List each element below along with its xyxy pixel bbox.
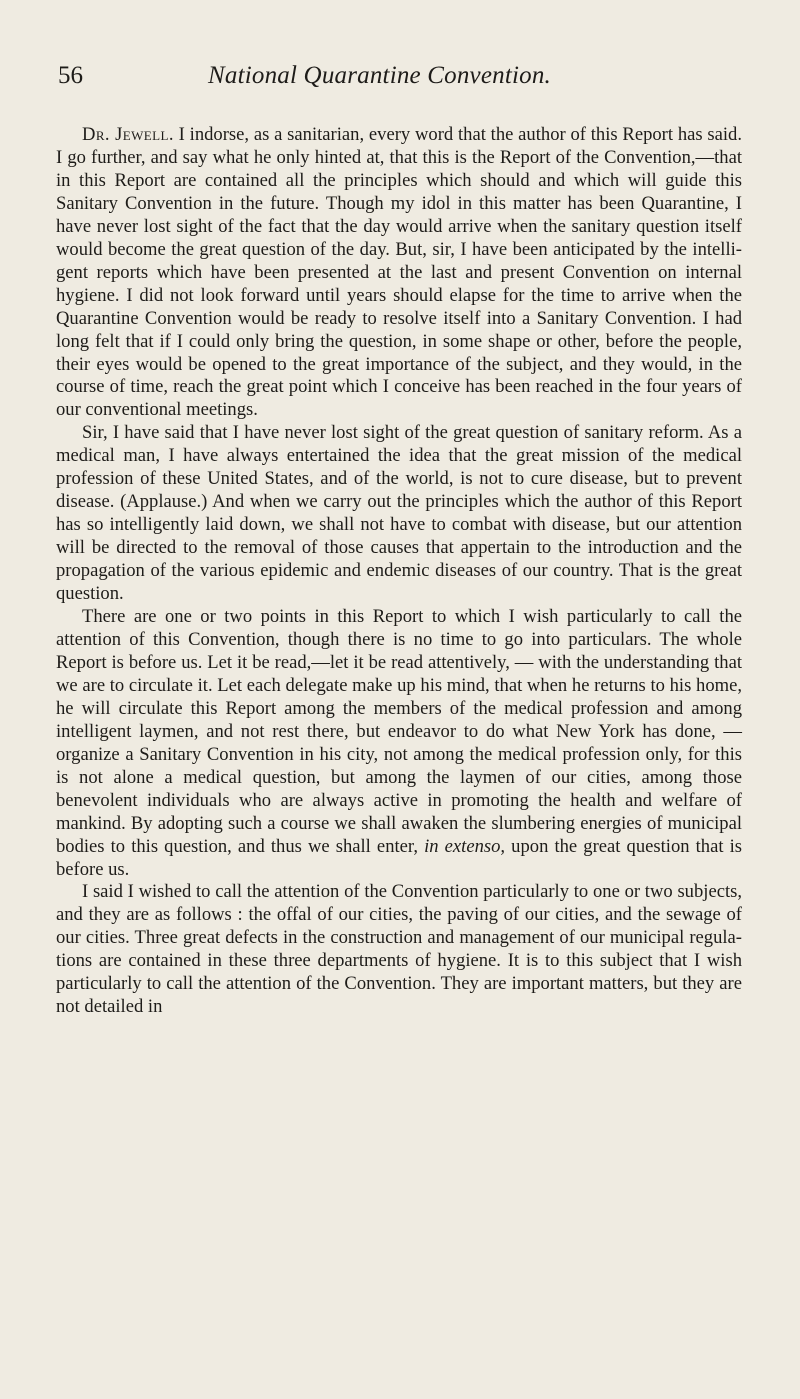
body-text xyxy=(56,124,742,1019)
paragraph-3-text-after: upon the great question that is before us. xyxy=(56,835,743,880)
italic-phrase: in extenso, xyxy=(424,835,506,857)
paragraph-3-text-before: There are one or two points in this Report to which I wish particularly to call the attention of this Convention, though there is no time to go into particulars. The whole Report is before us. Let it be read,—let it be read attentively, — with the understanding that we are to circulate it. Let each delegate make up his mind, that when he returns to his home, he will circulate this Report among the members of the medical profession and among intelligent laymen, and not rest there, but endeavor to do what New York has done, — organize a Sanitary Convention in his city, not among the medical profession only, for this is not alone a medical question, but among the laymen of our cities, among those benevolent individuals who are always active in promoting the health and welfare of mankind. By adopting such a course we shall awaken the slumbering energies of municipal bodies to this question, and thus we shall enter, xyxy=(56,606,742,857)
speaker-name: Dr. Jewell. xyxy=(82,124,174,145)
paragraph-3 xyxy=(56,606,742,881)
paragraph-2: Sir, I have said that I have never lost sight of the great question of sanitary reform. As a medical man, I have always entertained the idea that the great mission of the medical profession of these United States, and of the world, is not to cure disease, but to prevent disease. (Applause.) And when we carry out the principles which the author of this Report has so intelligently laid down, we shall not have to combat with disease, but our attention will be directed to the removal of those causes that appertain to the introduction and the propagation of the various epidemic and endemic diseases of our country. That is the great question. xyxy=(56,422,742,605)
paragraph-1 xyxy=(56,124,742,422)
paragraph-1-text: I indorse, as a sanitarian, every word that the author of this Report has said. I go further, and say what he only hinted at, that this is the Report of the Convention,—that in this Report are contained all the principles which should and which will guide this Sanitary Convention in the future. Though my idol in this matter has been Quarantine, I have never lost sight of the fact that the day would arrive when the sanitary question itself would become the great question of the day. But, sir, I have been anticipated by the intelligent reports which have been presented at the last and present Convention on internal hygiene. I did not look forward until years should elapse for the time to arrive when the Quarantine Convention would be ready to resolve itself into a Sanitary Convention. I had long felt that if I could only bring the question, in some shape or other, before the people, their eyes would be opened to the great importance of the subject, and they would, in the course of time, reach the great point which I conceive has been reached in the four years of our conventional meetings. xyxy=(56,124,743,421)
page-header xyxy=(58,62,748,96)
running-title: National Quarantine Convention. xyxy=(208,62,551,89)
paragraph-4: I said I wished to call the attention of the Convention particularly to one or two subjects, and they are as follows : the offal of our cities, the paving of our cities, and the sewage of our cities. Three great defects in the construction and management of our municipal regulations are contained in these three departments of hygiene. It is to this subject that I wish particularly to call the attention of the Convention. They are important matters, but they are not detailed in xyxy=(56,881,742,1018)
page-number: 56 xyxy=(58,62,83,89)
